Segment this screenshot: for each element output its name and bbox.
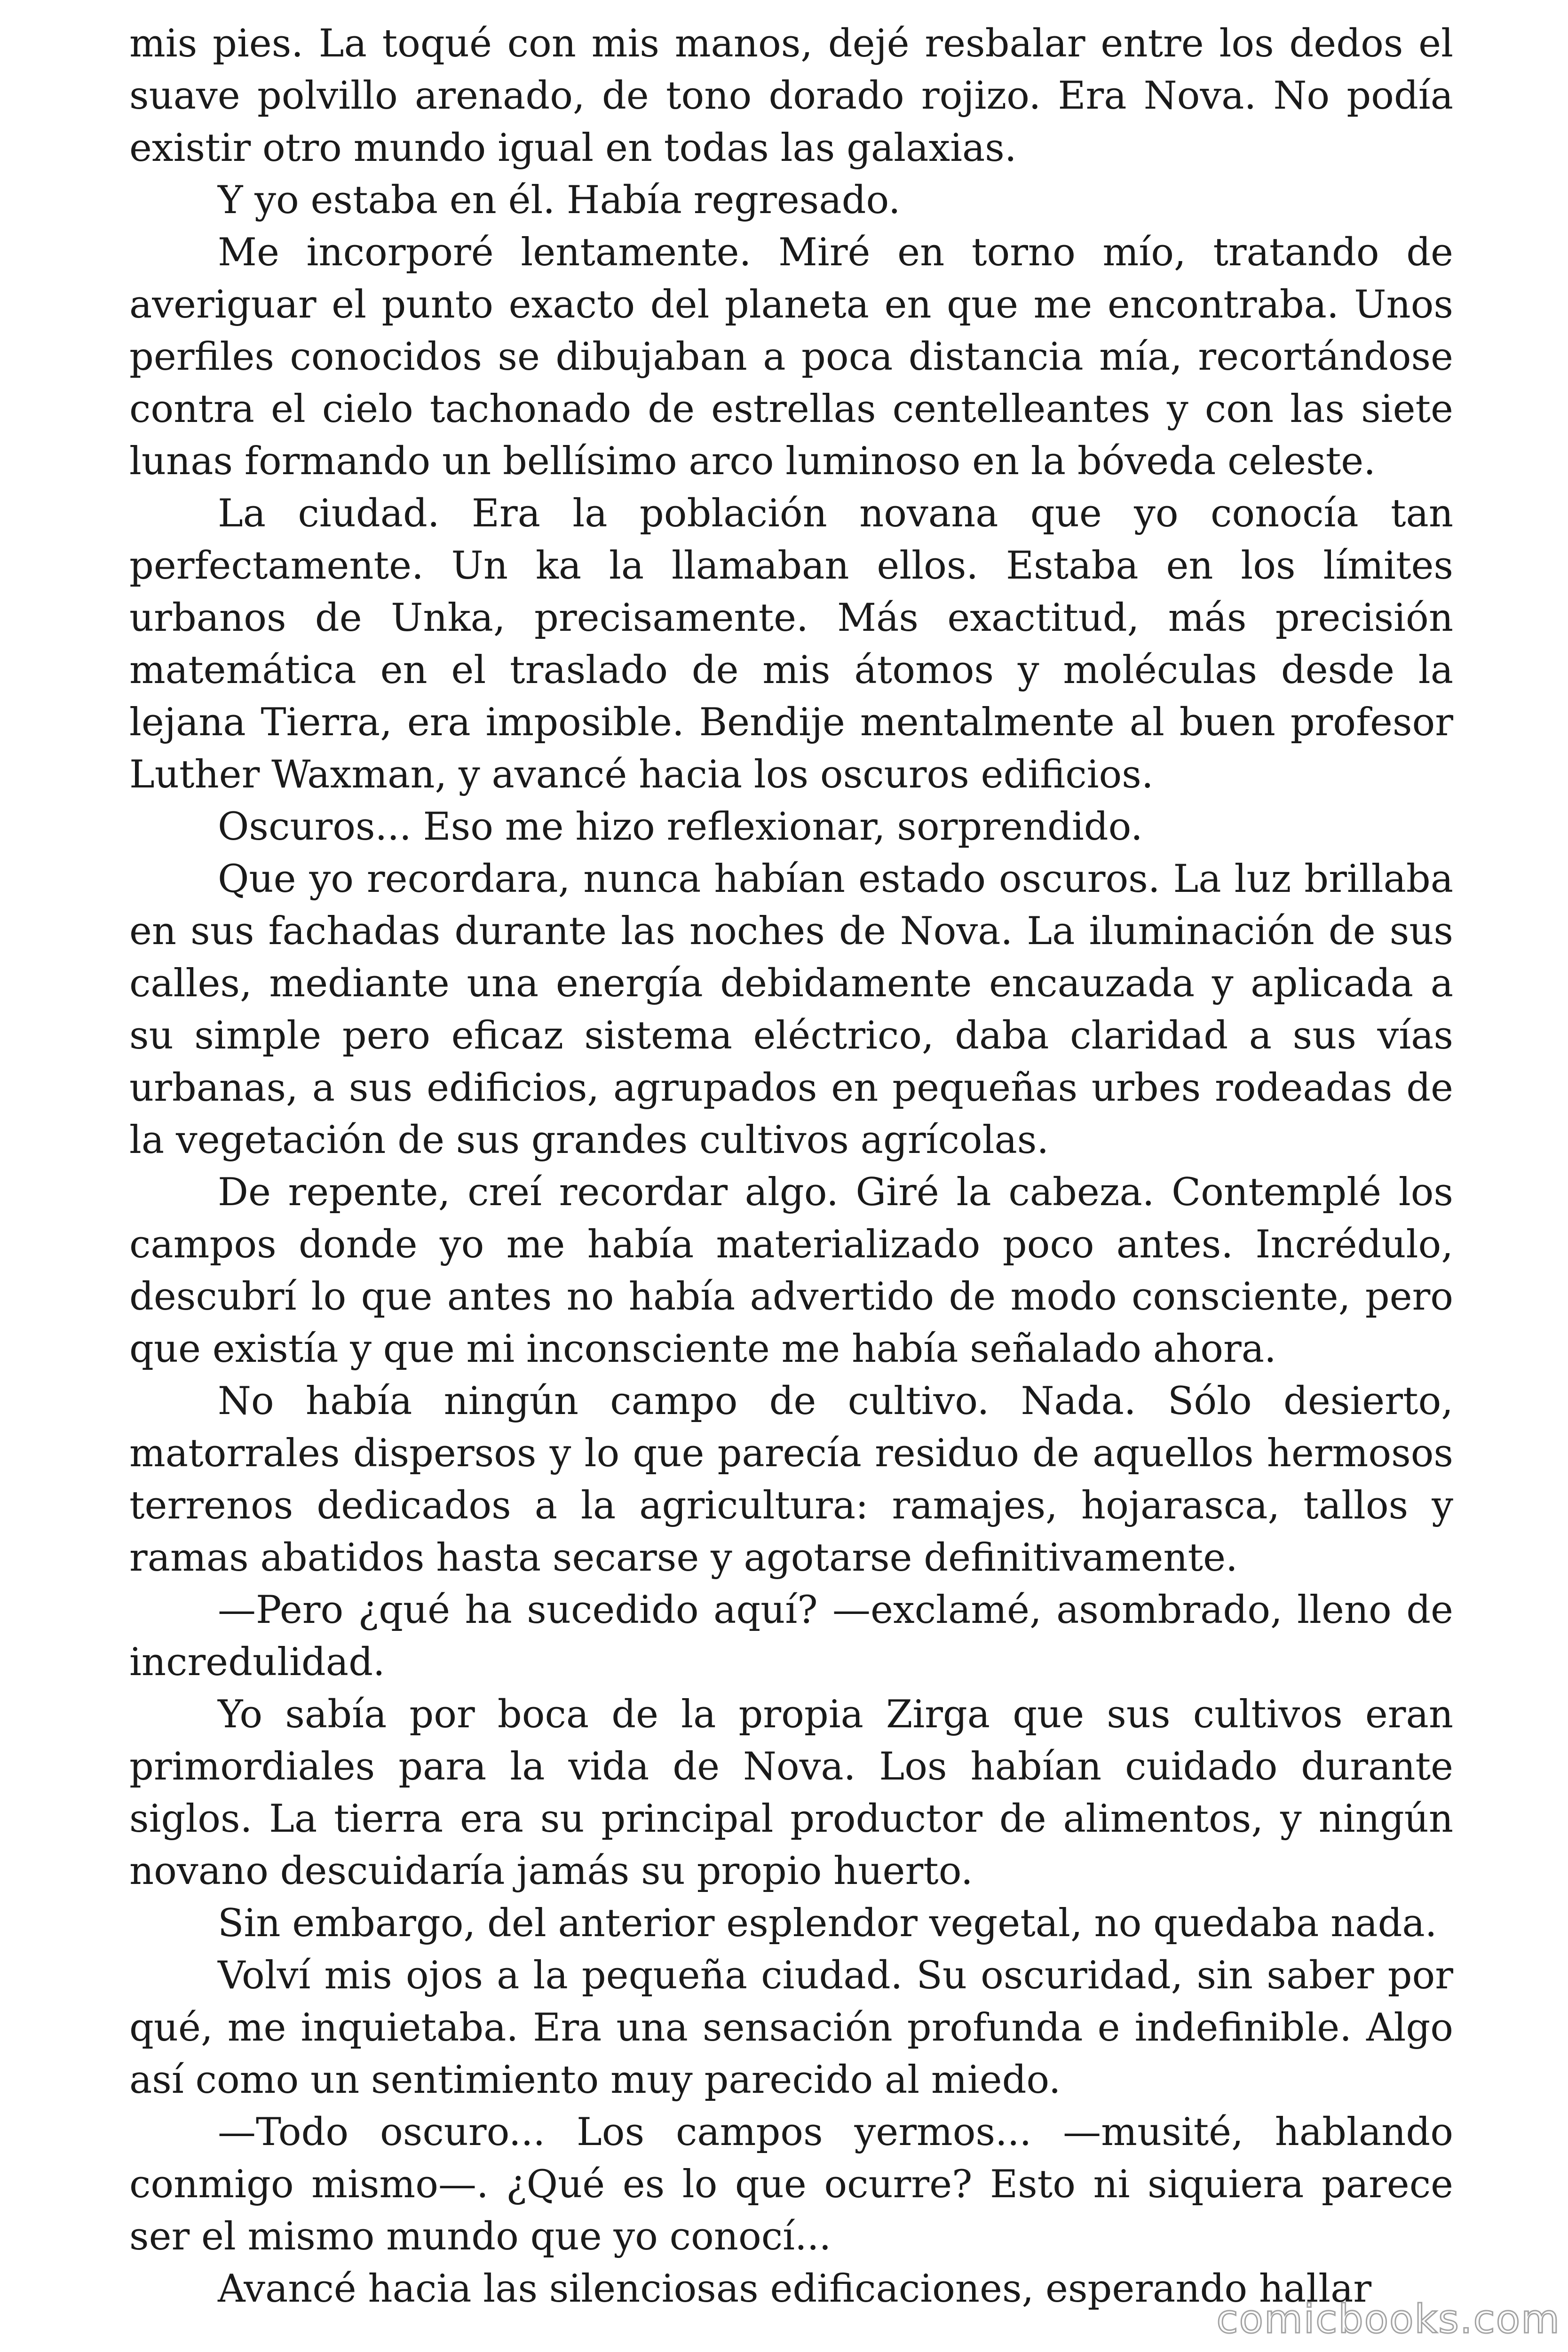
paragraph-6: Que yo recordara, nunca habían estado oscuros. La luz brillaba en sus fachadas durante las noches de Nova. La iluminación de sus calles, mediante una energía debidamente encauzada y aplicada a su simple pero eficaz sistema eléctrico, daba claridad a sus vías urbanas, a sus edificios, agrupados en pequeñas urbes rodeadas de la vegetación de sus grandes cultivos agrícolas.	[129, 857, 1453, 1162]
paragraph-11: Sin embargo, del anterior esplendor vegetal, no quedaba nada.	[218, 1901, 1437, 1946]
watermark-text: comicbooks.com	[1216, 2296, 1560, 2342]
paragraph-4: La ciudad. Era la población novana que yo conocía tan perfectamente. Un ka la llamaban ellos. Estaba en los límites urbanos de Unka, precisamente. Más exactitud, más precisión matemática en el traslado de mis átomos y moléculas desde la lejana Tierra, era imposible. Bendije mentalmente al buen profesor Luther Waxman, y avancé hacia los oscuros edificios.	[129, 492, 1453, 797]
paragraph-1: mis pies. La toqué con mis manos, dejé resbalar entre los dedos el suave polvillo arenado, de tono dorado rojizo. Era Nova. No podía existir otro mundo igual en todas las galaxias.	[129, 22, 1453, 170]
paragraph-14: Avancé hacia las silenciosas edificaciones, esperando hallar	[218, 2267, 1372, 2311]
paragraph-10: Yo sabía por boca de la propia Zirga que sus cultivos eran primordiales para la vida de Nova. Los habían cuidado durante siglos. La tierra era su principal productor de alimentos, y ningún novano descuidaría jamás su propio huerto.	[129, 1692, 1453, 1893]
paragraph-9: —Pero ¿qué ha sucedido aquí? —exclamé, asombrado, lleno de incredulidad.	[129, 1588, 1453, 1685]
paragraph-5: Oscuros... Eso me hizo reflexionar, sorprendido.	[218, 805, 1143, 849]
book-page-text	[129, 18, 1453, 2332]
paragraph-8: No había ningún campo de cultivo. Nada. Sólo desierto, matorrales dispersos y lo que parecía residuo de aquellos hermosos terrenos dedicados a la agricultura: ramajes, hojarasca, tallos y ramas abatidos hasta secarse y agotarse definitivamente.	[129, 1379, 1453, 1580]
paragraph-3: Me incorporé lentamente. Miré en torno mío, tratando de averiguar el punto exacto del planeta en que me encontraba. Unos perfiles conocidos se dibujaban a poca distancia mía, recortándose contra el cielo tachonado de estrellas centelleantes y con las siete lunas formando un bellísimo arco luminoso en la bóveda celeste.	[129, 230, 1453, 484]
paragraph-2: Y yo estaba en él. Había regresado.	[218, 178, 901, 222]
paragraph-13: —Todo oscuro... Los campos yermos... —musité, hablando conmigo mismo—. ¿Qué es lo que ocurre? Esto ni siquiera parece ser el mismo mundo que yo conocí...	[129, 2110, 1453, 2259]
paragraph-7: De repente, creí recordar algo. Giré la cabeza. Contemplé los campos donde yo me había materializado poco antes. Incrédulo, descubrí lo que antes no había advertido de modo consciente, pero que existía y que mi inconsciente me había señalado ahora.	[129, 1170, 1453, 1371]
paragraph-12: Volví mis ojos a la pequeña ciudad. Su oscuridad, sin saber por qué, me inquietaba. Era una sensación profunda e indefinible. Algo así como un sentimiento muy parecido al miedo.	[129, 1954, 1453, 2102]
